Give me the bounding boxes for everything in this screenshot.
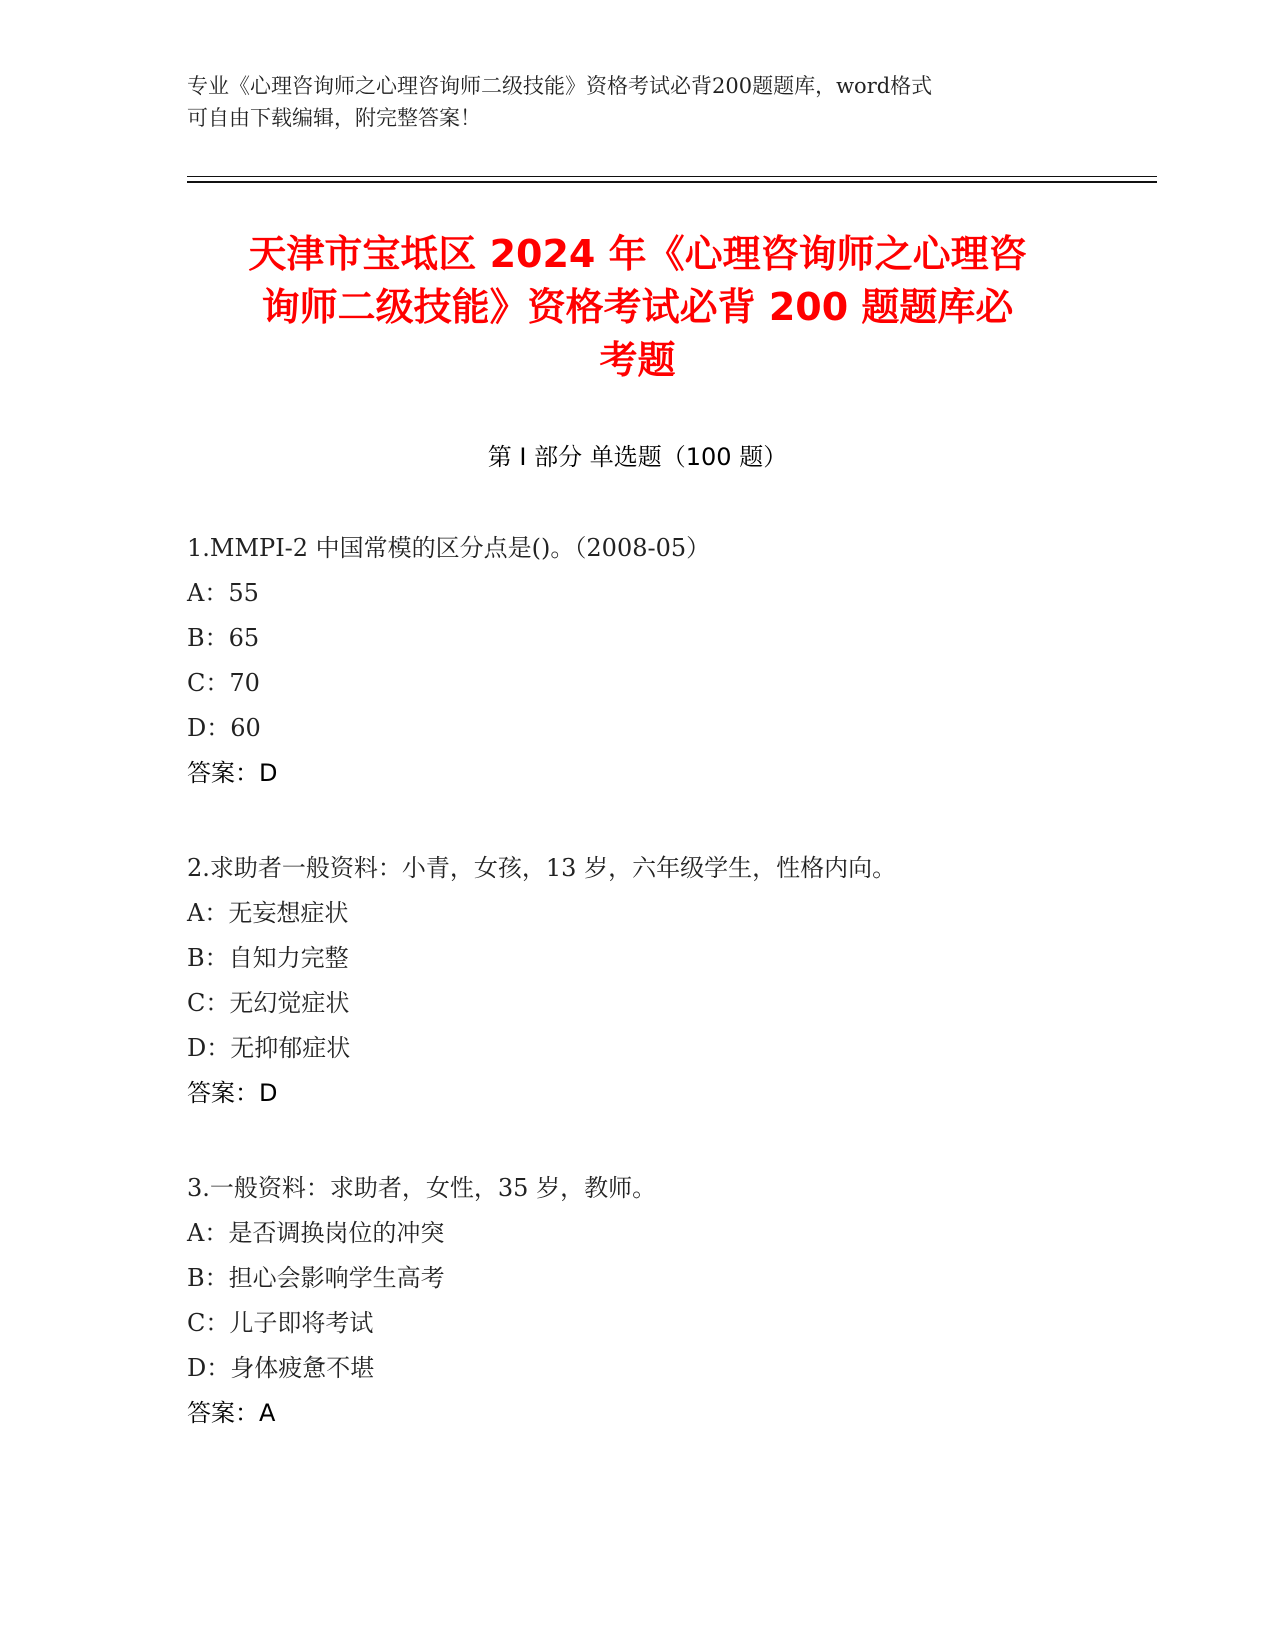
title-line-1: 天津市宝坻区 2024 年《心理咨询师之心理咨 [248, 232, 1027, 276]
option-b: B：担心会影响学生高考 [187, 1264, 445, 1292]
question-block [187, 526, 1137, 796]
header-divider-thin [187, 176, 1157, 177]
question-stem: 1.MMPI-2 中国常模的区分点是()。（2008-05） [187, 534, 711, 562]
option-c: C：儿子即将考试 [187, 1309, 374, 1337]
answer: 答案：D [187, 759, 278, 787]
title-line-2: 询师二级技能》资格考试必背 200 题题库必 [261, 285, 1014, 329]
option-b: B：65 [187, 624, 260, 652]
header-divider-thick [187, 181, 1157, 183]
option-a: A：无妄想症状 [187, 899, 349, 927]
option-b: B：自知力完整 [187, 944, 349, 972]
question-stem: 2.求助者一般资料：小青，女孩，13 岁，六年级学生，性格内向。 [187, 854, 897, 882]
document-title [160, 228, 1115, 387]
section-heading: 第 I 部分 单选题（100 题） [487, 443, 788, 471]
option-d: D：无抑郁症状 [187, 1034, 351, 1062]
option-a: A：55 [187, 579, 259, 607]
option-a: A：是否调换岗位的冲突 [187, 1219, 445, 1247]
answer: 答案：A [187, 1399, 276, 1427]
header-note-line-1: 专业《心理咨询师之心理咨询师二级技能》资格考试必背200题题库，word格式 [187, 74, 933, 98]
title-line-3: 考题 [599, 338, 676, 382]
option-d: D：60 [187, 714, 261, 742]
question-stem: 3.一般资料：求助者，女性，35 岁，教师。 [187, 1174, 657, 1202]
option-c: C：70 [187, 669, 260, 697]
answer: 答案：D [187, 1079, 278, 1107]
option-c: C：无幻觉症状 [187, 989, 350, 1017]
question-block [187, 1166, 1137, 1436]
header-note-line-2: 可自由下载编辑，附完整答案！ [187, 106, 481, 130]
option-d: D：身体疲惫不堪 [187, 1354, 375, 1382]
question-block [187, 846, 1137, 1116]
header-note [187, 70, 1087, 134]
